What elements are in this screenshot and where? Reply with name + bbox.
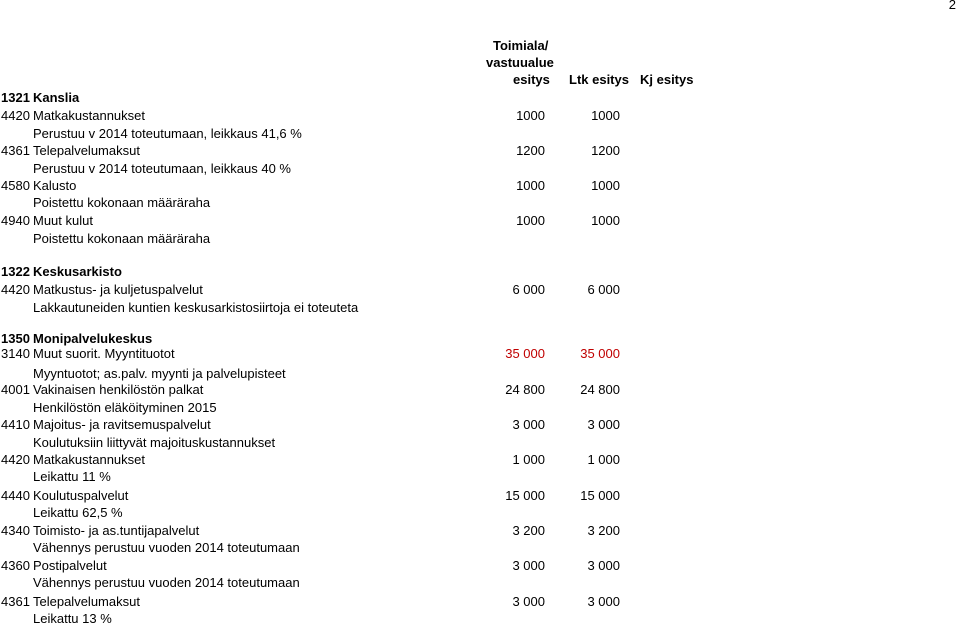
page-number: 2 (948, 0, 956, 12)
note-row (0, 125, 960, 142)
header-col2: Ltk esitys (569, 72, 629, 87)
value-toimiala-esitys: 15 000 (505, 488, 545, 503)
table-row (0, 522, 960, 539)
value-ltk-esitys: 35 000 (580, 346, 620, 361)
note-text: Vähennys perustuu vuoden 2014 toteutumaan (33, 575, 300, 590)
table-row (0, 345, 960, 362)
account-label: Muut kulut (33, 213, 93, 228)
account-code: 4420 (1, 108, 30, 123)
section-title: Monipalvelukeskus (33, 331, 153, 346)
table-row (0, 381, 960, 398)
account-code: 4001 (1, 382, 30, 397)
account-label: Majoitus- ja ravitsemuspalvelut (33, 417, 211, 432)
note-row (0, 365, 960, 382)
header-col1-line3: esitys (513, 72, 550, 87)
value-toimiala-esitys: 1 000 (512, 452, 545, 467)
note-row (0, 539, 960, 556)
account-code: 3140 (1, 346, 30, 361)
value-toimiala-esitys: 3 200 (512, 523, 545, 538)
section-row (0, 263, 960, 280)
value-toimiala-esitys: 35 000 (505, 346, 545, 361)
value-ltk-esitys: 1000 (591, 213, 620, 228)
account-label: Postipalvelut (33, 558, 107, 573)
note-text: Myyntuotot; as.palv. myynti ja palvelupisteet (33, 366, 286, 381)
value-ltk-esitys: 1000 (591, 108, 620, 123)
note-row (0, 468, 960, 485)
value-toimiala-esitys: 24 800 (505, 382, 545, 397)
value-ltk-esitys: 1200 (591, 143, 620, 158)
table-row (0, 487, 960, 504)
value-ltk-esitys: 3 200 (587, 523, 620, 538)
section-code: 1322 (1, 264, 30, 279)
account-label: Matkakustannukset (33, 108, 146, 123)
value-ltk-esitys: 6 000 (587, 282, 620, 297)
note-text: Poistettu kokonaan määräraha (33, 231, 211, 246)
account-code: 4361 (1, 594, 30, 609)
section-title: Kanslia (33, 90, 80, 105)
value-toimiala-esitys: 1000 (516, 178, 545, 193)
table-row (0, 177, 960, 194)
account-label: Telepalvelumaksut (33, 143, 140, 158)
note-text: Poistettu kokonaan määräraha (33, 195, 211, 210)
note-text: Vähennys perustuu vuoden 2014 toteutumaan (33, 540, 300, 555)
section-title: Keskusarkisto (33, 264, 122, 279)
account-code: 4420 (1, 282, 30, 297)
note-text: Leikattu 62,5 % (33, 505, 123, 520)
value-ltk-esitys: 24 800 (580, 382, 620, 397)
note-text: Perustuu v 2014 toteutumaan, leikkaus 41,6 % (33, 126, 302, 141)
note-row (0, 160, 960, 177)
note-row (0, 194, 960, 211)
note-row (0, 299, 960, 316)
value-ltk-esitys: 15 000 (580, 488, 620, 503)
value-toimiala-esitys: 1200 (516, 143, 545, 158)
section-code: 1321 (1, 90, 30, 105)
account-code: 4940 (1, 213, 30, 228)
account-label: Kalusto (33, 178, 77, 193)
note-row (0, 399, 960, 416)
note-text: Henkilöstön eläköityminen 2015 (33, 400, 217, 415)
account-label: Matkustus- ja kuljetuspalvelut (33, 282, 203, 297)
account-label: Koulutuspalvelut (33, 488, 129, 503)
note-text: Leikattu 13 % (33, 611, 112, 626)
note-row (0, 574, 960, 591)
account-label: Toimisto- ja as.tuntijapalvelut (33, 523, 200, 538)
header-col1-line2: vastuualue (486, 55, 554, 70)
section-row (0, 89, 960, 106)
note-row (0, 504, 960, 521)
value-toimiala-esitys: 1000 (516, 108, 545, 123)
note-text: Koulutuksiin liittyvät majoituskustannukset (33, 435, 276, 450)
value-ltk-esitys: 3 000 (587, 594, 620, 609)
account-code: 4420 (1, 452, 30, 467)
value-toimiala-esitys: 3 000 (512, 594, 545, 609)
account-code: 4361 (1, 143, 30, 158)
header-col1-line1: Toimiala/ (493, 38, 549, 53)
table-row (0, 281, 960, 298)
value-ltk-esitys: 3 000 (587, 558, 620, 573)
value-toimiala-esitys: 3 000 (512, 417, 545, 432)
value-toimiala-esitys: 6 000 (512, 282, 545, 297)
account-code: 4340 (1, 523, 30, 538)
value-ltk-esitys: 1 000 (587, 452, 620, 467)
note-row (0, 610, 960, 627)
table-row (0, 593, 960, 610)
table-row (0, 107, 960, 124)
note-row (0, 434, 960, 451)
value-toimiala-esitys: 3 000 (512, 558, 545, 573)
value-toimiala-esitys: 1000 (516, 213, 545, 228)
account-code: 4440 (1, 488, 30, 503)
note-text: Leikattu 11 % (33, 469, 111, 484)
account-code: 4360 (1, 558, 30, 573)
section-code: 1350 (1, 331, 30, 346)
account-label: Vakinaisen henkilöstön palkat (33, 382, 204, 397)
table-row (0, 451, 960, 468)
header-col3: Kj esitys (640, 72, 694, 87)
account-code: 4580 (1, 178, 30, 193)
note-row (0, 230, 960, 247)
table-row (0, 416, 960, 433)
account-label: Telepalvelumaksut (33, 594, 140, 609)
table-row (0, 212, 960, 229)
note-text: Lakkautuneiden kuntien keskusarkistosiirtoja ei toteuteta (33, 300, 359, 315)
table-row (0, 557, 960, 574)
account-label: Muut suorit. Myyntituotot (33, 346, 175, 361)
note-text: Perustuu v 2014 toteutumaan, leikkaus 40 % (33, 161, 291, 176)
account-label: Matkakustannukset (33, 452, 146, 467)
account-code: 4410 (1, 417, 30, 432)
value-ltk-esitys: 3 000 (587, 417, 620, 432)
value-ltk-esitys: 1000 (591, 178, 620, 193)
table-row (0, 142, 960, 159)
